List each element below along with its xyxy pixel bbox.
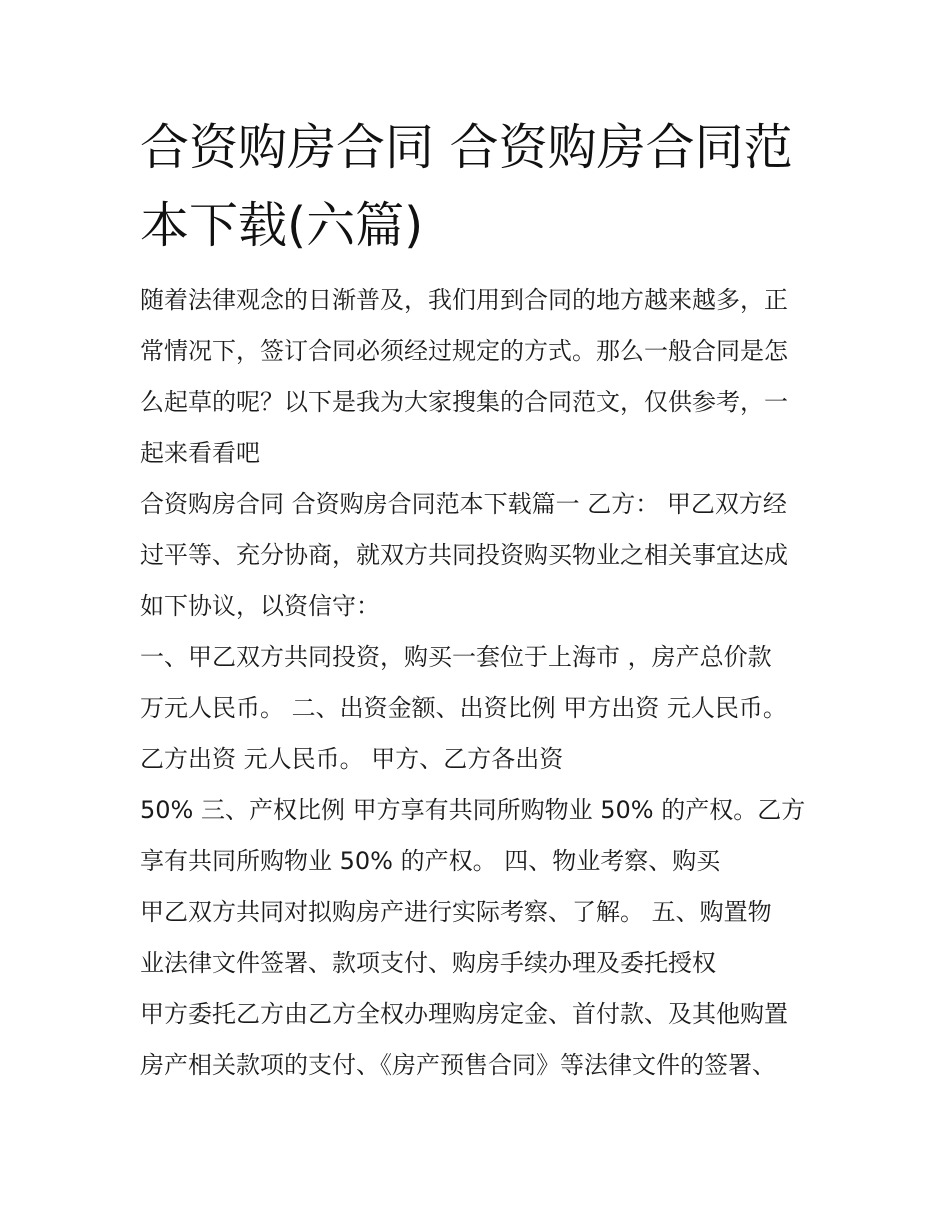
paragraph-line: 万元人民币。 二、出资金额、出资比例 甲方出资 元人民币。 (140, 694, 787, 722)
paragraph-line: 么起草的呢？以下是我为大家搜集的合同范文，仅供参考，一 (140, 388, 788, 416)
document-title-line-1: 合资购房合同 合资购房合同范 (140, 119, 793, 176)
paragraph-line: 起来看看吧 (140, 439, 260, 467)
paragraph-line: 乙方出资 元人民币。 甲方、乙方各出资 (140, 745, 564, 773)
paragraph-line: 常情况下，签订合同必须经过规定的方式。那么一般合同是怎 (140, 337, 788, 365)
paragraph-line: 甲方委托乙方由乙方全权办理购房定金、首付款、及其他购置 (140, 1000, 788, 1028)
paragraph-line: 过平等、充分协商，就双方共同投资购买物业之相关事宜达成 (140, 541, 788, 569)
paragraph-line: 房产相关款项的支付、《房产预售合同》等法律文件的签署、 (140, 1051, 776, 1079)
paragraph-line: 享有共同所购物业 50% 的产权。 四、物业考察、购买 (140, 847, 721, 875)
paragraph-line: 合资购房合同 合资购房合同范本下载篇一 乙方： 甲乙双方经 (140, 490, 787, 518)
paragraph-line: 一、甲乙双方共同投资，购买一套位于上海市 ，房产总价款 (140, 643, 772, 671)
paragraph-line: 如下协议，以资信守： (140, 592, 380, 620)
paragraph-line: 50% 三、产权比例 甲方享有共同所购物业 50% 的产权。乙方 (140, 796, 806, 824)
paragraph-line: 随着法律观念的日渐普及，我们用到合同的地方越来越多，正 (140, 286, 788, 314)
document-title-line-2: 本下载(六篇) (140, 197, 424, 254)
paragraph-line: 业法律文件签署、款项支付、购房手续办理及委托授权 (140, 949, 716, 977)
paragraph-line: 甲乙双方共同对拟购房产进行实际考察、了解。 五、购置物 (140, 898, 772, 926)
